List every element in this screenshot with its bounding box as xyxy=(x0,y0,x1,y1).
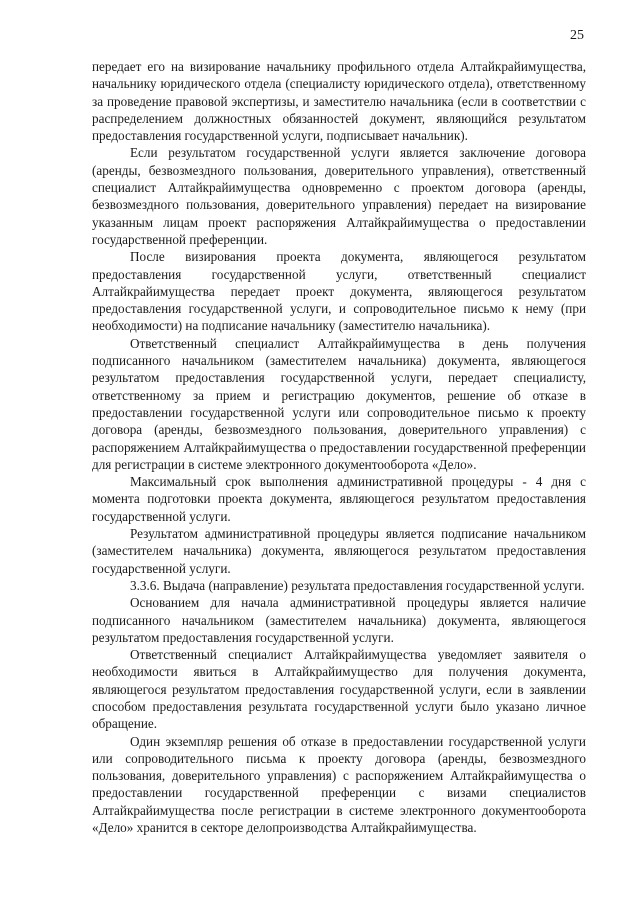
paragraph-continuation: передает его на визирование начальнику профильного отдела Алтайкрайимущества, начальнику юридического отдела (специалисту юридического отдела), ответственному за проведение правовой экспертизы, и заместителю начальника (если в соответствии с распределением должностных обязанностей документ, являющийся результатом предоставления государственной услуги, подписывает начальник). xyxy=(92,59,586,144)
paragraph-basis: Основанием для начала административной процедуры является наличие подписанного начальником (заместителем начальника) документа, являющегося результатом предоставления государственной услуги. xyxy=(92,595,586,645)
paragraph-contract-result: Если результатом государственной услуги является заключение договора (аренды, безвозмездного пользования, доверительного управления), ответственный специалист Алтайкрайимущества одновременно с проектом договора (аренды, безвозмездного пользования, доверительного управления) передает на визирование указанным лицам проект распоряжения Алтайкрайимущества о предоставлении государственной преференции. xyxy=(92,145,586,247)
paragraph-after-approval: После визирования проекта документа, являющегося результатом предоставления государственной услуги, ответственный специалист Алтайкрайимущества передает проект документа, являющегося результатом предоставления государственной услуги, и сопроводительное письмо к нему (при необходимости) на подписание начальнику (заместителю начальника). xyxy=(92,249,586,334)
paragraph-max-term: Максимальный срок выполнения административной процедуры - 4 дня с момента подготовки проекта документа, являющегося результатом предоставления государственной услуги. xyxy=(92,474,586,524)
document-body xyxy=(92,58,586,836)
paragraph-procedure-result: Результатом административной процедуры является подписание начальником (заместителем начальника) документа, являющегося результатом предоставления государственной услуги. xyxy=(92,526,586,576)
paragraph-copy-storage: Один экземпляр решения об отказе в предоставлении государственной услуги или сопроводительного письма к проекту договора (аренды, безвозмездного пользования, доверительного управления) с распоряжением Алтайкрайимущества о предоставлении государственной преференции с визами специалистов Алтайкрайимущества после регистрации в системе электронного документооборота «Дело» хранится в секторе делопроизводства Алтайкрайимущества. xyxy=(92,733,586,836)
page-number: 25 xyxy=(570,28,584,43)
section-heading-3-3-6: 3.3.6. Выдача (направление) результата предоставления государственной услуги. xyxy=(130,577,585,593)
paragraph-responsible-specialist: Ответственный специалист Алтайкрайимущества в день получения подписанного начальником (заместителем начальника) документа, являющегося результатом предоставления государственной услуги, передает специалисту, ответственному за прием и регистрацию документов, решение об отказе в предоставлении государственной услуги или сопроводительное письмо к проекту договора (аренды, безвозмездного пользования, доверительного управления) с распоряжением Алтайкрайимущества о предоставлении государственной преференции для регистрации в системе электронного документооборота «Дело». xyxy=(92,335,586,472)
paragraph-notification: Ответственный специалист Алтайкрайимущества уведомляет заявителя о необходимости явиться в Алтайкрайимущество для получения документа, являющегося результатом предоставления государственной услуги, если в заявлении способом предоставления результата государственной услуги было указано личное обращение. xyxy=(92,647,586,732)
